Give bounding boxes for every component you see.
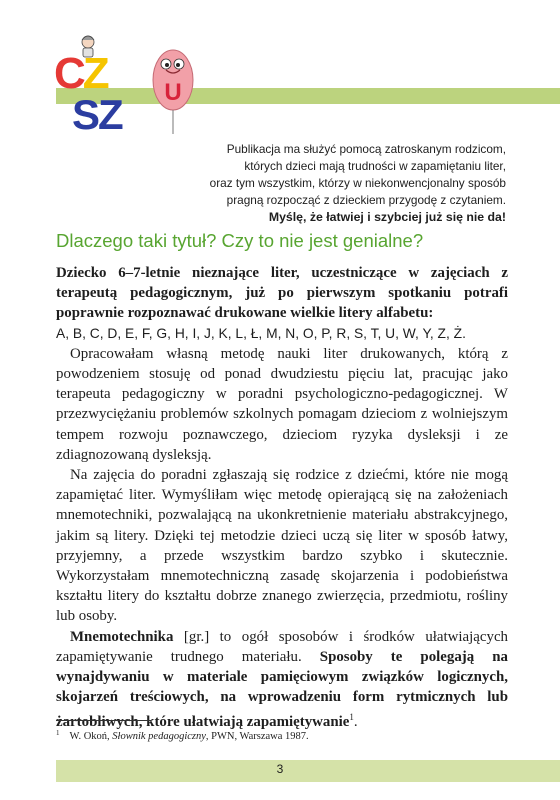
intro-line: oraz tym wszystkim, którzy w niekonwencjonalny sposób xyxy=(209,176,506,190)
header-band xyxy=(56,88,560,104)
intro-block xyxy=(120,141,506,226)
logo-letter-c: C xyxy=(54,49,83,98)
logo-letter-s: S xyxy=(72,91,99,138)
logo-letter-z-bottom: Z xyxy=(98,91,122,138)
footnote-title: Słownik pedagogiczny xyxy=(112,731,206,742)
body-text xyxy=(56,263,508,733)
section-title: Dlaczego taki tytuł? Czy to nie jest genialne? xyxy=(56,230,424,251)
paragraph-2: Na zajęcia do poradni zgłaszają się rodzice z dziećmi, które nie mogą zapamiętać liter. Wymyśliłam więc metodę opierającą się na założeniach mnemotechniki, pozwalającą na ukonkretnienie materiału abstrakcyjnego, jakim są litery. Dzięki tej metodzie dzieci uczą się liter w sposób łatwy, przyjemny, a przede wszystkim bardzo szybko i skutecznie. Wykorzystałam mnemotechniczną zasadę skojarzenia i podobieństwa kształtu litery do kształtu dobrze znanego zwierzęcia, przedmiotu, rośliny lub osoby. xyxy=(56,467,508,625)
lead-paragraph xyxy=(56,263,508,324)
intro-line: pragną rozpocząć z dzieckiem przygodę z czytaniem. xyxy=(226,193,506,207)
paragraph-3 xyxy=(56,627,508,733)
footnote-divider xyxy=(56,720,151,721)
intro-line: Publikacja ma służyć pomocą zatroskanym rodzicom, xyxy=(226,142,506,156)
paragraph-3-plain: [gr.] to ogół sposobów i środków ułatwiających zapamiętywanie trudnego materiału. xyxy=(56,628,508,665)
paragraph-3-bold: Sposoby te polegają na wynajdywaniu w materiale pamięciowym związków logicznych, skojarzeń treściowych, na wprowadzeniu form rytmicznych lub żartobliwych, które ułatwiają zapamiętywanie xyxy=(56,648,508,731)
footnote-rest: , PWN, Warszawa 1987. xyxy=(205,731,309,742)
logo-letter-z-top: Z xyxy=(82,49,107,98)
footnote-mark: 1 xyxy=(56,729,60,737)
page-number: 3 xyxy=(276,762,284,776)
lead-bold: Dziecko 6–7-letnie nieznające liter, uczestniczące w zajęciach z terapeutą pedagogicznym, już po pierwszym spotkaniu potrafi poprawnie rozpoznawać drukowane wielkie litery alfabetu: xyxy=(56,265,508,322)
paragraph-1: Opracowałam własną metodę nauki liter drukowanych, którą z powodzeniem stosuję od ponad dwudziestu pięciu lat, pracując jako terapeuta pedagogiczny w poradni psychologiczno-pedagogicznej. W przezwyciężaniu problemów szkolnych pomagam dzieciom z wolniejszym tempem rozwoju poznawczego, dzieciom ryzyka dysleksji i ze zdiagnozowaną dysleksją. xyxy=(56,345,508,463)
intro-line: których dzieci mają trudności w zapamiętaniu liter, xyxy=(244,159,506,173)
logo-sz xyxy=(72,91,122,138)
mascot-letter-u: U xyxy=(164,79,182,106)
balloon-mascot-icon xyxy=(150,46,196,136)
intro-emphasis: Myślę, że łatwiej i szybciej już się nie da! xyxy=(268,210,506,224)
footnote-author: W. Okoń, xyxy=(69,731,113,742)
mnemotechnika-term: Mnemotechnika xyxy=(70,628,174,645)
alphabet-line: A, B, C, D, E, F, G, H, I, J, K, L, Ł, M, N, O, P, R, S, T, U, W, Y, Z, Ż. xyxy=(56,325,466,341)
paragraph-3-end: . xyxy=(353,714,358,731)
logo-cz xyxy=(54,49,107,98)
footnote xyxy=(56,726,309,744)
footnote-ref: 1 xyxy=(349,712,354,723)
